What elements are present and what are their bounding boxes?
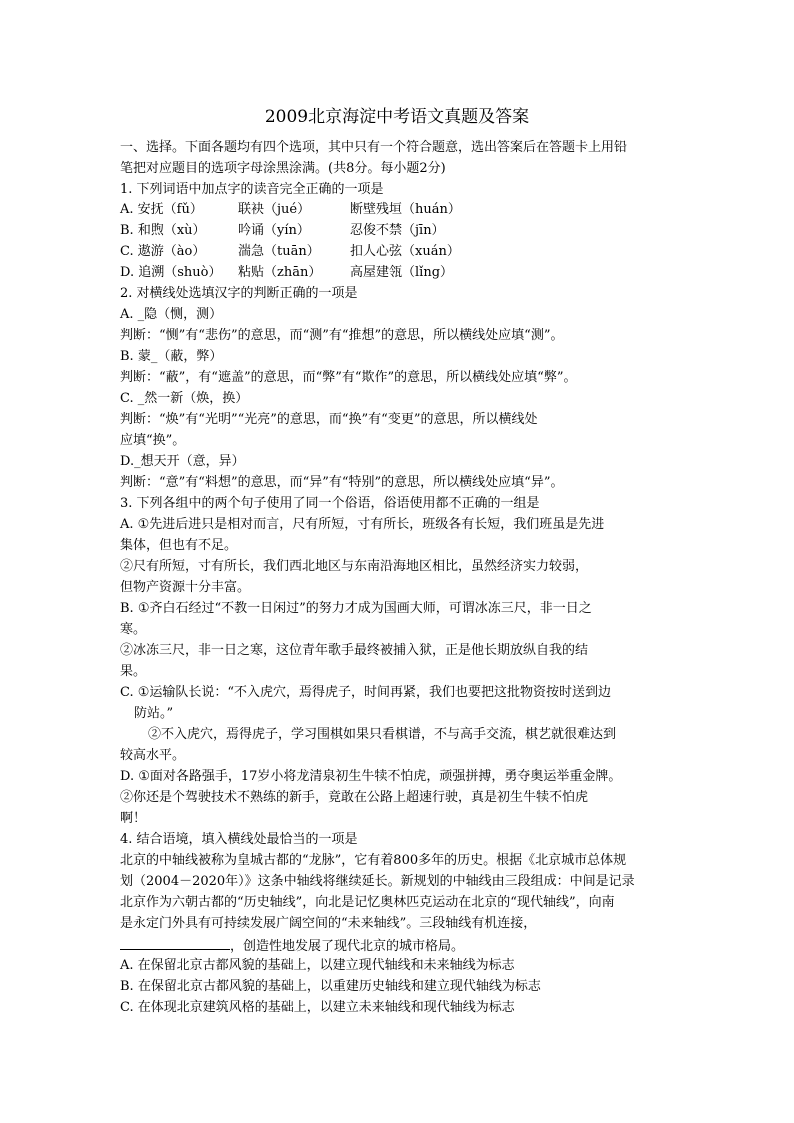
question-4-stem: 4. 结合语境，填入横线处最恰当的一项是 <box>120 832 358 847</box>
q1-option-b: B. 和煦（xù） 吟诵（yín） 忍俊不禁（jīn） <box>120 223 445 238</box>
q4-passage: 是永定门外具有可持续发展广阔空间的“未来轴线”。三段轴线有机连接， <box>120 916 537 931</box>
q3-option-b: B. ①齐白石经过“不教一日闲过”的努力才成为国画大师，可谓冰冻三尺，非一日之 <box>120 601 592 616</box>
question-2-stem: 2. 对横线处选填汉字的判断正确的一项是 <box>120 286 358 301</box>
q2-option-c: C. _然一新（焕，换） <box>120 391 249 406</box>
q1-option-d: D. 追溯（shuò） 粘贴（zhān） 高屋建瓴（lǐng） <box>120 265 454 280</box>
page-title: 2009北京海淀中考语文真题及答案 <box>264 107 530 127</box>
q3-option-a: 但物产资源十分丰富。 <box>120 580 251 595</box>
section-intro: 一、选择。下面各题均有四个选项，其中只有一个符合题意，选出答案后在答题卡上用铅 <box>120 140 628 155</box>
q3-option-c: ②不入虎穴，焉得虎子，学习围棋如果只看棋谱，不与高手交流，棋艺就很难达到 <box>148 727 617 742</box>
answer-blank <box>120 935 230 950</box>
question-3-stem: 3. 下列各组中的两个句子使用了同一个俗语，俗语使用都不正确的一组是 <box>120 496 540 511</box>
q3-option-b: 寒。 <box>120 622 147 637</box>
q4-option-c: C. 在体现北京建筑风格的基础上，以建立未来轴线和现代轴线为标志 <box>120 1000 515 1015</box>
q2-option-a: A. _隐（恻，测） <box>120 307 223 322</box>
q3-option-b: 果。 <box>120 664 147 679</box>
q3-option-a: A. ①先进后进只是相对而言，尺有所短，寸有所长，班级各有长短，我们班虽是先进 <box>120 517 605 532</box>
section-intro: 笔把对应题目的选项字母涂黑涂满。(共8分。每小题2分) <box>120 161 446 176</box>
q3-option-c: 较高水平。 <box>120 748 186 763</box>
q2-option-b: B. 蒙_（蔽，弊） <box>120 349 223 364</box>
q3-option-d: 啊！ <box>120 811 147 826</box>
q4-passage: 划（2004－2020年）》这条中轴线将继续延长。新规划的中轴线由三段组成：中间是记录 <box>120 874 635 889</box>
q4-passage: 北京的中轴线被称为皇城古都的“龙脉”，它有着800多年的历史。根据《北京城市总体规 <box>120 853 627 868</box>
q2-option-d: D._想天开（意，异） <box>120 454 245 469</box>
q3-option-c: C. ①运输队长说：“不入虎穴，焉得虎子，时间再紧，我们也要把这批物资按时送到边 <box>120 685 612 700</box>
q4-option-a: A. 在保留北京古都风貌的基础上，以建立现代轴线和未来轴线为标志 <box>120 958 515 973</box>
q4-passage: 北京作为六朝古都的“历史轴线”，向北是记忆奥林匹克运动在北京的“现代轴线”，向南 <box>120 895 615 910</box>
q4-option-b: B. 在保留北京古都风貌的基础上，以重建历史轴线和建立现代轴线为标志 <box>120 979 541 994</box>
q2-judgment-c: 判断：“焕”有“光明”“光亮”的意思，而“换”有“变更”的意思，所以横线处 <box>120 412 538 427</box>
question-1-stem: 1. 下列词语中加点字的读音完全正确的一项是 <box>120 182 384 197</box>
q2-judgment-c: 应填“换”。 <box>120 433 186 448</box>
q3-option-c: 防站。” <box>134 706 174 721</box>
q4-passage-blank-line: ，创造性地发展了现代北京的城市格局。 <box>120 935 464 955</box>
q3-option-a: 集体，但也有不足。 <box>120 538 238 553</box>
q1-option-a: A. 安抚（fǔ） 联袂（jué） 断壁残垣（huán） <box>120 202 461 217</box>
q1-option-c: C. 遨游（ào） 湍急（tuān） 扣人心弦（xuán） <box>120 244 460 259</box>
q2-judgment-a: 判断：“恻”有“悲伤”的意思，而“测”有“推想”的意思，所以横线处应填“测”。 <box>120 328 564 343</box>
q2-judgment-b: 判断：“蔽”，有“遮盖”的意思，而“弊”有“欺作”的意思，所以横线处应填“弊”。 <box>120 370 577 385</box>
q3-option-a: ②尺有所短，寸有所长，我们西北地区与东南沿海地区相比，虽然经济实力较弱， <box>120 559 589 574</box>
q2-judgment-d: 判断：“意”有“料想”的意思，而“异”有“特别”的意思，所以横线处应填“异”。 <box>120 475 564 490</box>
q3-option-d: D. ①面对各路强手，17岁小将龙清泉初生牛犊不怕虎，顽强拼搏，勇夺奥运举重金牌。 <box>120 769 622 784</box>
q3-option-d: ②你还是个驾驶技术不熟练的新手，竟敢在公路上超速行驶，真是初生牛犊不怕虎 <box>120 790 589 805</box>
q3-option-b: ②冰冻三尺，非一日之寒，这位青年歌手最终被捕入狱，正是他长期放纵自我的结 <box>120 643 589 658</box>
